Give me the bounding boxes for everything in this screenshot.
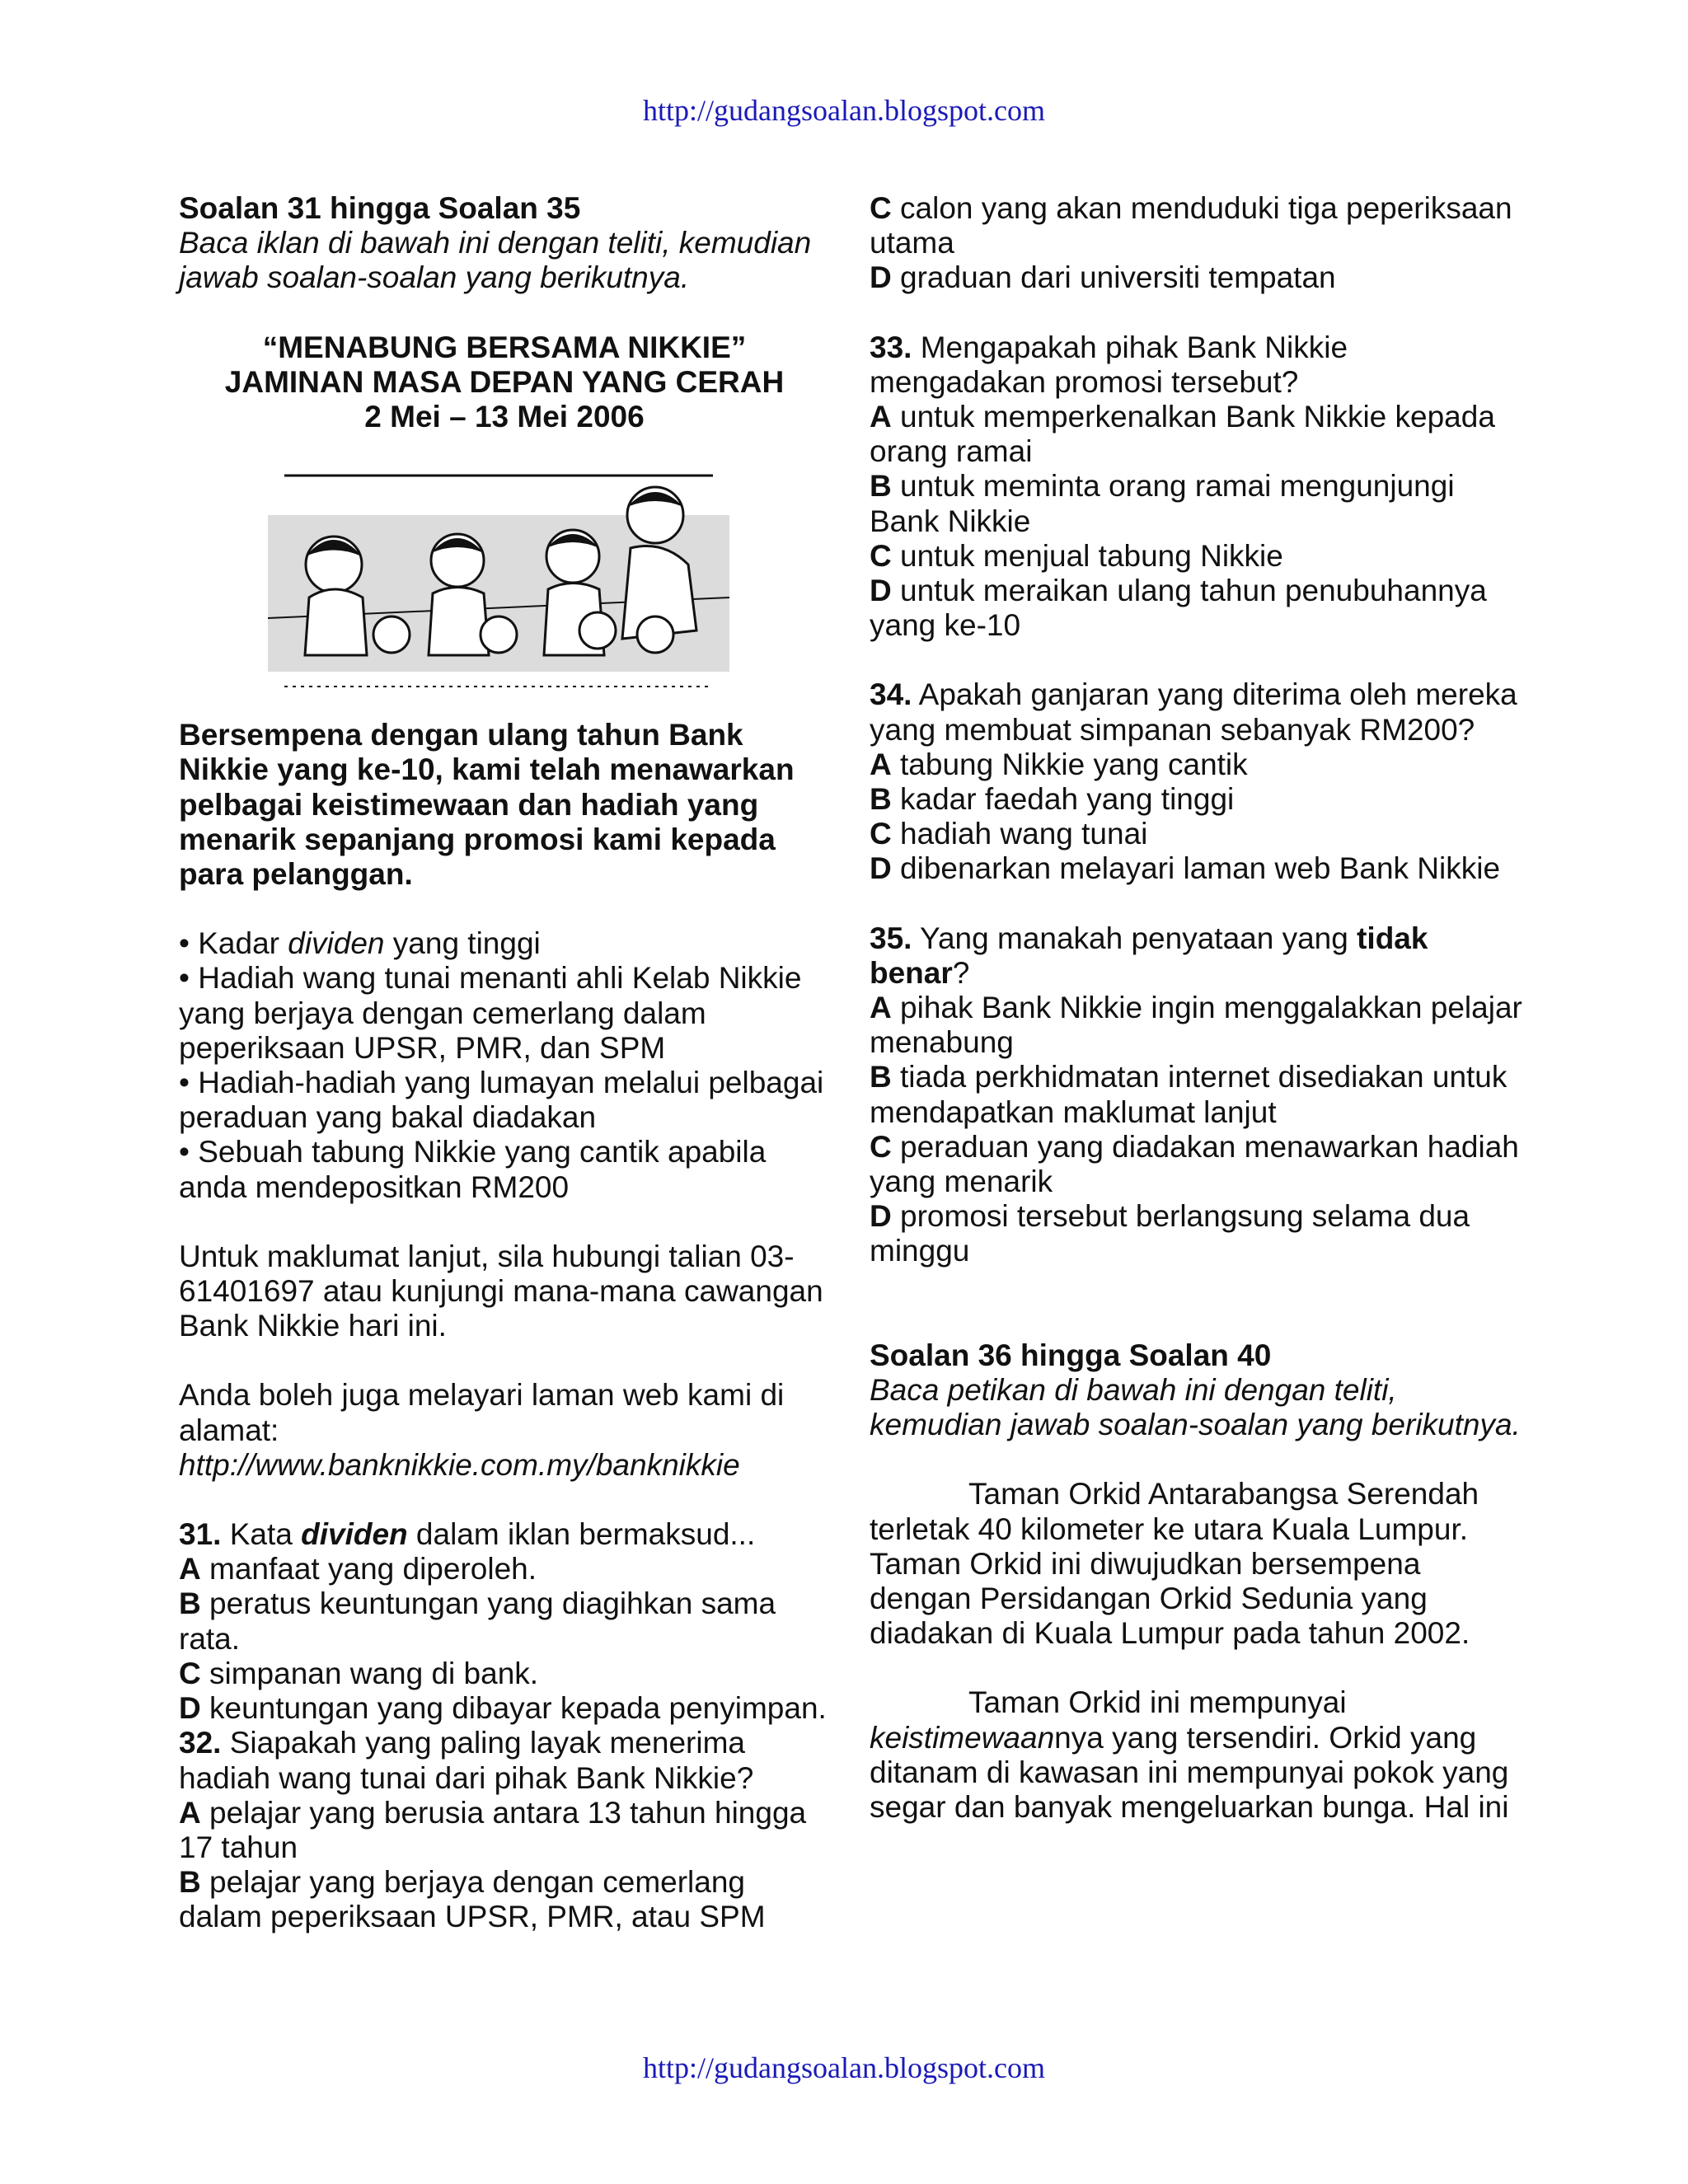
q35-option-d: D promosi tersebut berlangsung selama dua minggu (870, 1199, 1470, 1268)
question-33: 33. Mengapakah pihak Bank Nikkie mengadakan promosi tersebut? (870, 330, 1348, 399)
question-32: 32. Siapakah yang paling layak menerima hadiah wang tunai dari pihak Bank Nikkie? (179, 1726, 754, 1795)
q34-option-d: D dibenarkan melayari laman web Bank Nikkie (870, 851, 1501, 886)
q33-option-b: B untuk meminta orang ramai mengunjungi Bank Nikkie (870, 469, 1455, 538)
bullet-dividend: • Kadar dividen yang tinggi (179, 926, 541, 961)
q32-option-a: A pelajar yang berusia antara 13 tahun hingga 17 tahun (179, 1795, 807, 1864)
bullet-piggy-bank: • Sebuah tabung Nikkie yang cantik apabila anda mendepositkan RM200 (179, 1135, 767, 1204)
ad-dates: 2 Mei – 13 Mei 2006 (364, 400, 645, 434)
q33-option-d: D untuk meraikan ulang tahun penubuhannya yang ke-10 (870, 574, 1487, 643)
ad-title-2: JAMINAN MASA DEPAN YANG CERAH (224, 364, 785, 399)
section-instruction: Baca iklan di bawah ini dengan teliti, kemudian jawab soalan-soalan yang berikutnya. (179, 226, 812, 295)
question-34: 34. Apakah ganjaran yang diterima oleh mereka yang membuat simpanan sebanyak RM200? (870, 677, 1517, 747)
q32-option-d: D graduan dari universiti tempatan (870, 260, 1336, 295)
q35-option-b: B tiada perkhidmatan internet disediakan untuk mendapatkan maklumat lanjut (870, 1060, 1507, 1129)
section2-title: Soalan 36 hingga Soalan 40 (870, 1338, 1272, 1372)
passage-paragraph-1: Taman Orkid Antarabangsa Serendah terletak 40 kilometer ke utara Kuala Lumpur. Taman Orkid ini diwujudkan bersempena dengan Persidangan Orkid Sedunia yang diadakan di Kuala Lumpur pada tahun 2002. (870, 1477, 1479, 1651)
question-31: 31. Kata dividen dalam iklan bermaksud... (179, 1517, 756, 1552)
ad-title-1: “MENABUNG BERSAMA NIKKIE” (262, 330, 747, 364)
q35-option-a: A pihak Bank Nikkie ingin menggalakkan pelajar menabung (870, 991, 1522, 1060)
header-url: http://gudangsoalan.blogspot.com (643, 94, 1045, 127)
bullet-cash-prize: • Hadiah wang tunai menanti ahli Kelab Nikkie yang berjaya dengan cemerlang dalam peperiksaan UPSR, PMR, dan SPM (179, 961, 802, 1065)
footer-url: http://gudangsoalan.blogspot.com (643, 2051, 1045, 2084)
children-saving-illustration (268, 466, 729, 696)
q32-option-b: B pelajar yang berjaya dengan cemerlang dalam peperiksaan UPSR, PMR, atau SPM (179, 1865, 766, 1934)
web-text: Anda boleh juga melayari laman web kami di alamat: (179, 1378, 785, 1447)
q33-option-a: A untuk memperkenalkan Bank Nikkie kepada orang ramai (870, 400, 1495, 469)
section-title: Soalan 31 hingga Soalan 35 (179, 191, 581, 225)
q35-option-c: C peraduan yang diadakan menawarkan hadiah yang menarik (870, 1129, 1519, 1199)
passage-paragraph-2: Taman Orkid ini mempunyai keistimewaannya yang tersendiri. Orkid yang ditanam di kawasan ini mempunyai pokok yang segar dan banyak mengeluarkan bunga. Hal ini (870, 1685, 1509, 1824)
bullet-contest-prizes: • Hadiah-hadiah yang lumayan melalui pelbagai peraduan yang bakal diadakan (179, 1066, 824, 1135)
q31-option-c: C simpanan wang di bank. (179, 1656, 539, 1690)
q31-option-b: B peratus keuntungan yang diagihkan sama rata. (179, 1586, 776, 1656)
q33-option-c: C untuk menjual tabung Nikkie (870, 538, 1283, 573)
web-url[interactable]: http://www.banknikkie.com.my/banknikkie (179, 1447, 740, 1482)
q34-option-b: B kadar faedah yang tinggi (870, 782, 1235, 817)
question-35: 35. Yang manakah penyataan yang tidak benar? (870, 921, 1428, 990)
q32-option-c: C calon yang akan menduduki tiga peperiksaan utama (870, 191, 1512, 260)
ad-intro: Bersempena dengan ulang tahun Bank Nikkie yang ke-10, kami telah menawarkan pelbagai keistimewaan dan hadiah yang menarik sepanjang promosi kami kepada para pelanggan. (179, 718, 795, 892)
q31-option-a: A manfaat yang diperoleh. (179, 1552, 537, 1586)
q34-option-a: A tabung Nikkie yang cantik (870, 747, 1248, 781)
section2-instruction: Baca petikan di bawah ini dengan teliti, kemudian jawab soalan-soalan yang berikutnya. (870, 1372, 1521, 1442)
contact-info: Untuk maklumat lanjut, sila hubungi talian 03-61401697 atau kunjungi mana-mana cawangan Bank Nikkie hari ini. (179, 1239, 823, 1343)
q34-option-c: C hadiah wang tunai (870, 817, 1148, 851)
left-column (179, 191, 830, 1935)
right-column (870, 191, 1529, 1825)
q31-option-d: D keuntungan yang dibayar kepada penyimpan. (179, 1691, 827, 1726)
